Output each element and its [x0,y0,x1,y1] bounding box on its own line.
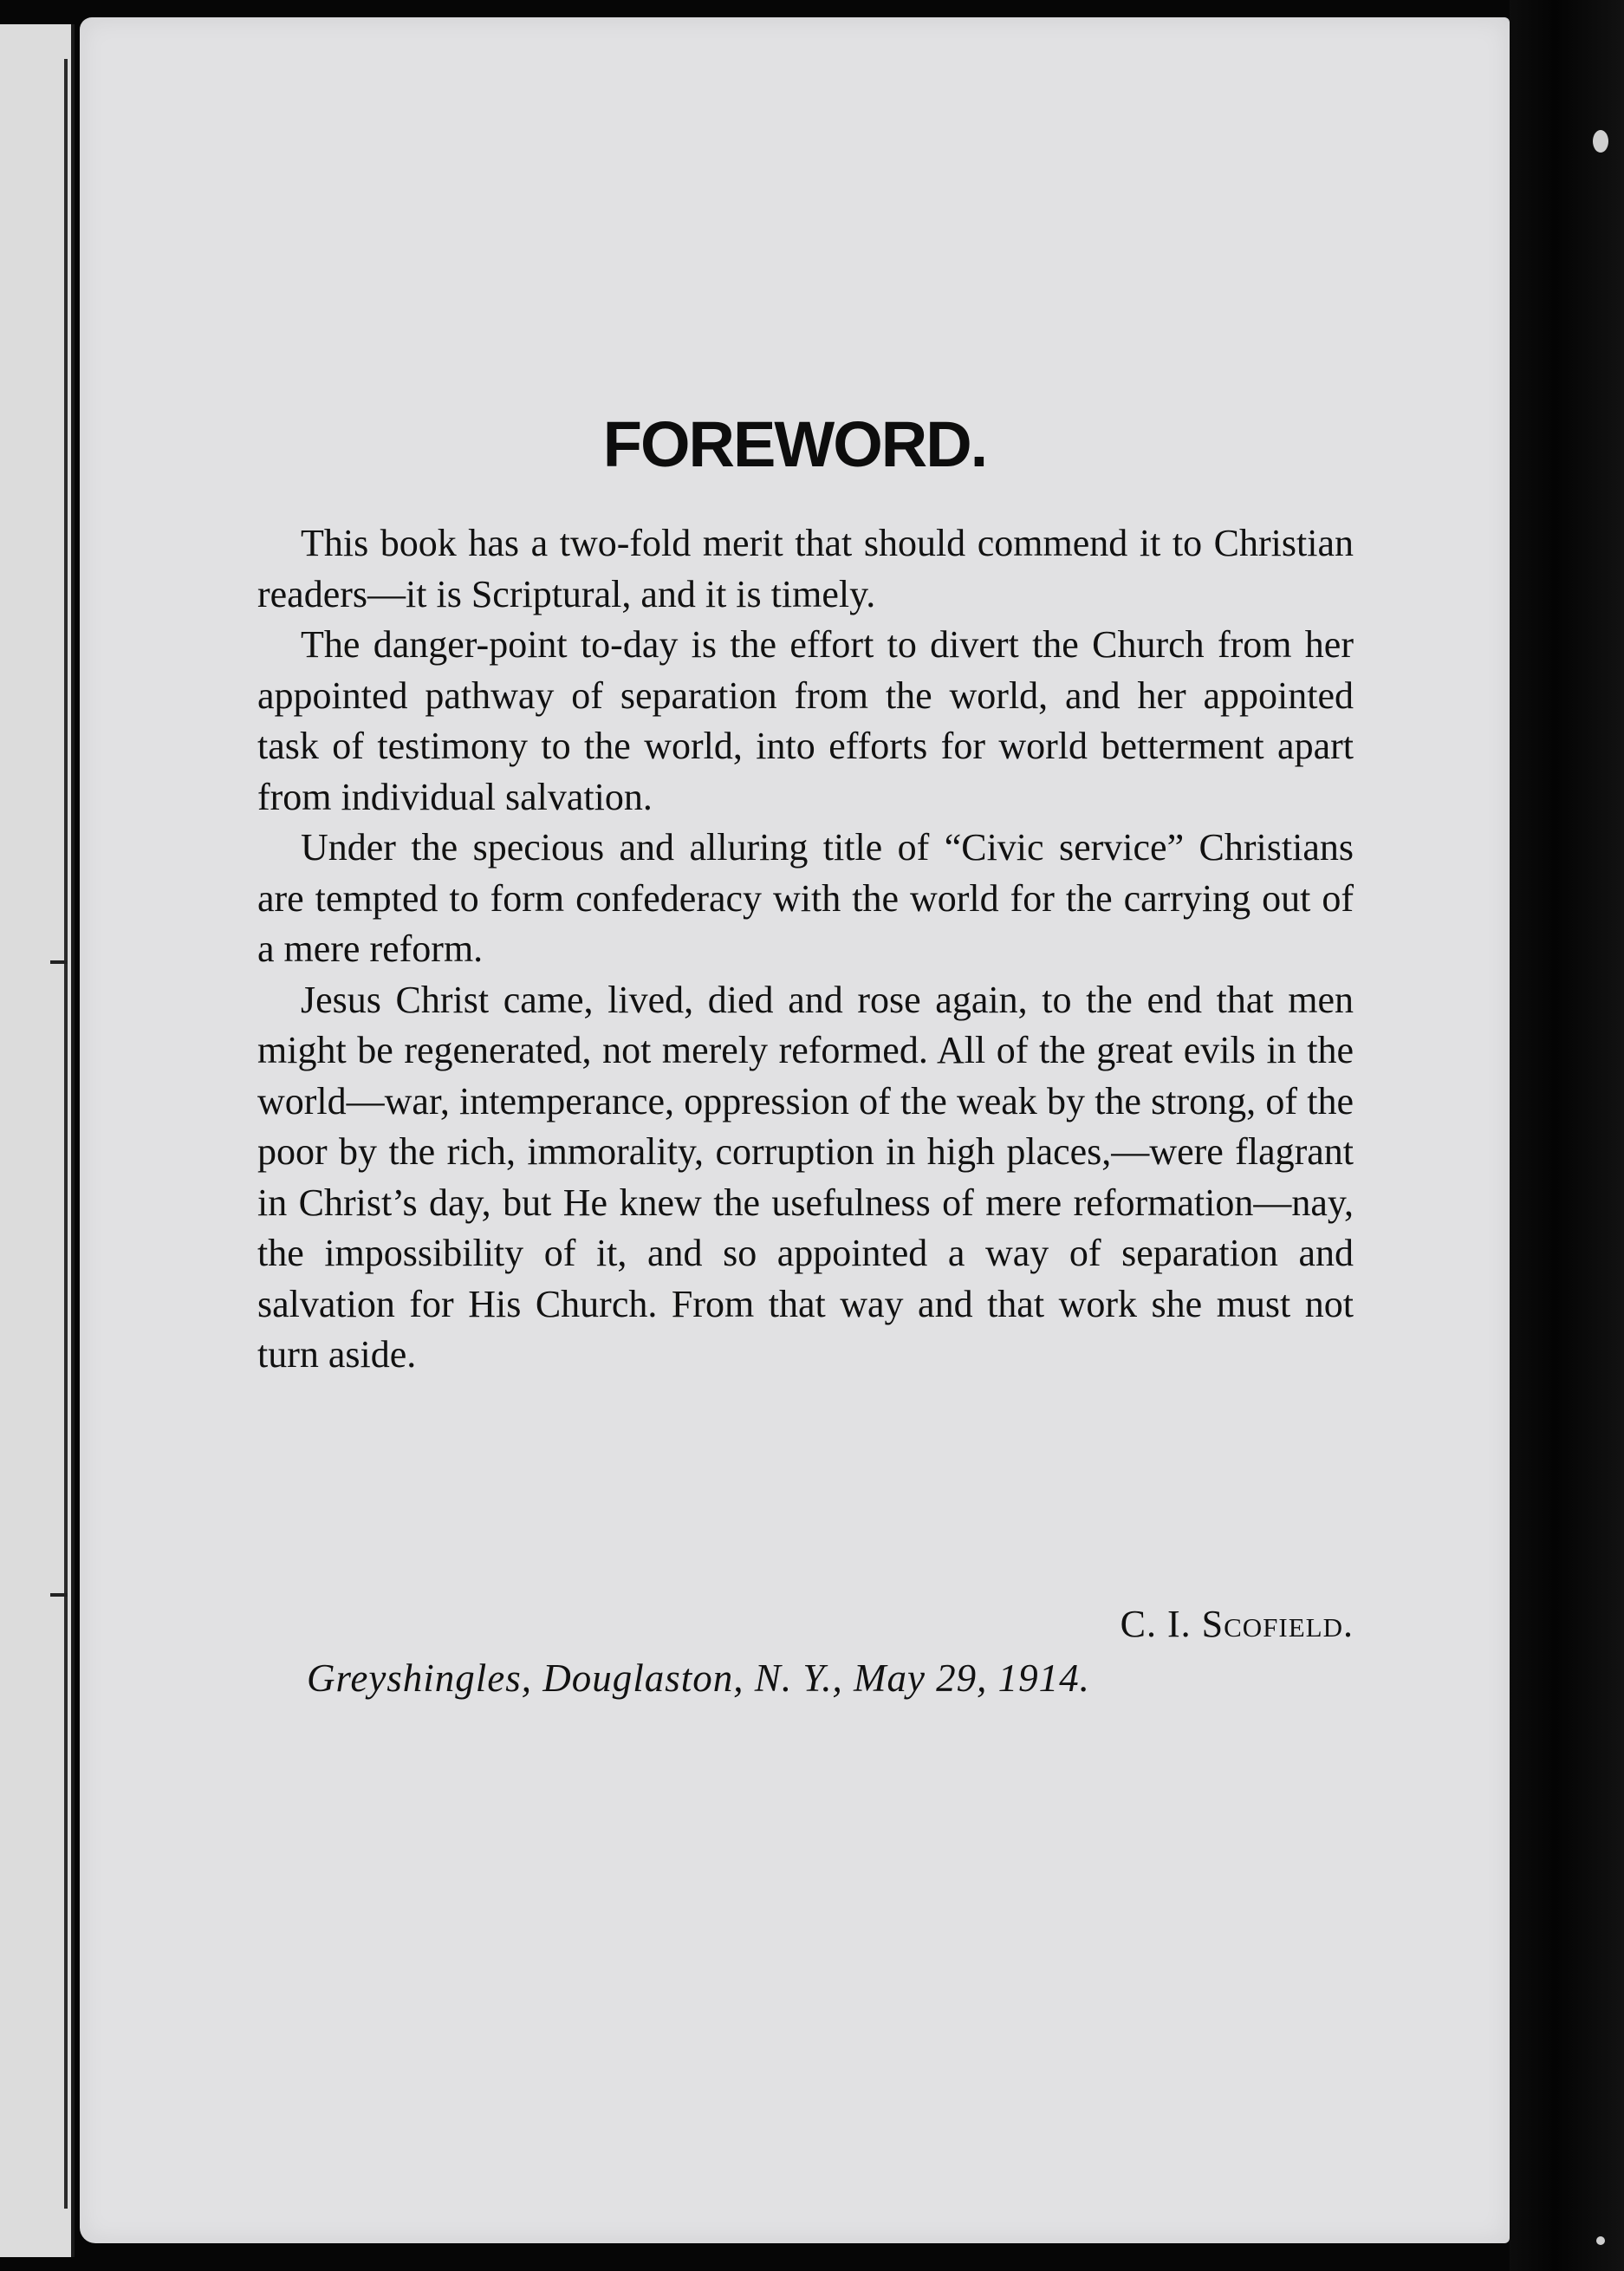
paragraph: Under the specious and alluring title of “Civic service” Christians are tempted to form confederacy with the world for the carrying out of a mere reform. [257,826,1354,970]
paragraph: The danger-point to-day is the effort to divert the Church from her appointed pathway of separation from the world, and her appointed task of testimony to the world, into efforts for world betterment apart from individual salvation. [257,623,1354,818]
foreword-body [257,518,1354,1381]
paragraph: This book has a two-fold merit that should commend it to Christian readers—it is Scriptural, and it is timely. [257,522,1354,615]
margin-mark [50,960,68,964]
scan-background [1510,0,1624,2271]
scan-speck [1593,130,1608,153]
paragraph: Jesus Christ came, lived, died and rose again, to the end that men might be regenerated, not merely reformed. All of the great evils in the world—war, intemperance, oppression of the weak by the strong, of the poor by the rich, immorality, corruption in high places,—were flagrant in Christ’s day, but He knew the usefulness of mere reformation—nay, the impossibility of it, and so appointed a way of separation and salvation for His Church. From that way and that work she must not turn aside. [257,978,1354,1376]
signature [1121,1602,1354,1646]
scan-speck [1596,2236,1605,2245]
book-page [80,17,1510,2243]
dateline: Greyshingles, Douglaston, N. Y., May 29, 1914. [307,1656,1090,1700]
page-title: FOREWORD. [602,408,987,480]
margin-mark [50,1593,68,1597]
facing-page-edge [0,24,75,2257]
gutter-line [64,59,68,2209]
signature-name: C. I. Scofield. [1120,1603,1354,1645]
